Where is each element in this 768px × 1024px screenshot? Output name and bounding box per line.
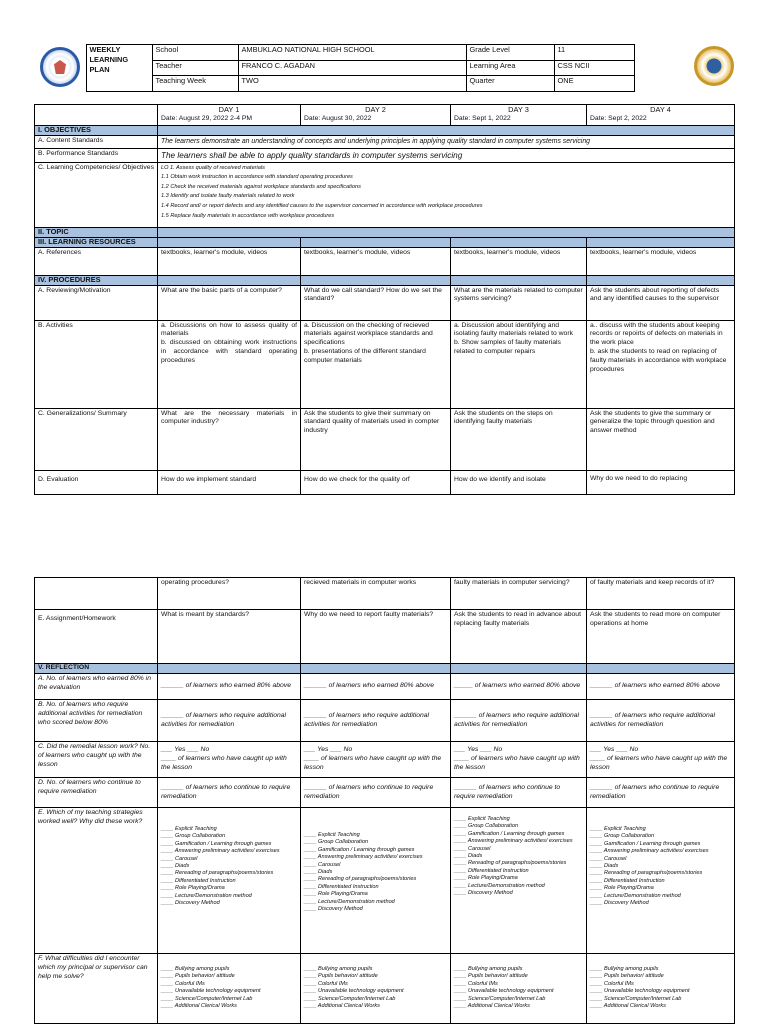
reflection-a-label: A. No. of learners who earned 80% in the evaluation bbox=[35, 674, 158, 700]
references-day-2: textbooks, learner's module, videos bbox=[301, 247, 451, 275]
assignment-day-3: Ask the students to read in advance about replacing faulty materials bbox=[451, 610, 587, 664]
strategies-checklist-item: ____ Answering preliminary activities/ exercises bbox=[161, 848, 280, 855]
procedures-heading: IV. PROCEDURES bbox=[35, 275, 158, 285]
strategies-checklist-item: ____ Carousel bbox=[304, 861, 341, 868]
plan-table bbox=[34, 104, 735, 495]
difficulties-checklist-item: ____ Unavailable technology equipment bbox=[304, 988, 404, 995]
content-standards-label: A. Content Standards bbox=[35, 135, 158, 148]
evaluation-label-cont bbox=[35, 578, 158, 610]
evaluation-day-1-start: How do we implement standard bbox=[158, 470, 301, 494]
strategies-checklist-item: ____ Rereading of paragraphs/poems/stories bbox=[304, 876, 417, 883]
reflection-b-label: B. No. of learners who require additional activities for remediation who scored below 80% bbox=[35, 700, 158, 742]
strategies-checklist-item: ____ Group Collaboration bbox=[454, 823, 519, 830]
references-label: A. References bbox=[35, 247, 158, 275]
strategies-checklist-item: ____ Gamification / Learning through games bbox=[304, 846, 415, 853]
strategies-checklist-item: ____ Differentiated Instruction bbox=[590, 877, 665, 884]
reviewing-label: A. Reviewing/Motivation bbox=[35, 285, 158, 320]
difficulties-checklist-item: ____ Colorful IMs bbox=[454, 980, 498, 987]
references-day-3: textbooks, learner's module, videos bbox=[451, 247, 587, 275]
strategies-checklist-item: ____ Lecture/Demonstration method bbox=[590, 892, 681, 899]
strategies-checklist-item: ____ Rereading of paragraphs/poems/stories bbox=[590, 870, 703, 877]
strategies-checklist-item: ____ Differentiated Instruction bbox=[161, 877, 236, 884]
evaluation-label: D. Evaluation bbox=[35, 470, 158, 494]
difficulties-checklist-item: ____ Science/Computer/Internet Lab bbox=[161, 995, 253, 1002]
strategies-checklist-item: ____ Role Playing/Drama bbox=[590, 885, 654, 892]
references-day-1: textbooks, learner's module, videos bbox=[158, 247, 301, 275]
seal-cell bbox=[34, 45, 86, 92]
difficulties-checklist-item: ____ Pupils behavior/ attitude bbox=[590, 973, 664, 980]
learning-area-label: Learning Area bbox=[466, 60, 554, 76]
reflection-a-day-3: _____ of learners who earned 80% above bbox=[451, 674, 587, 700]
weekly-learning-plan-title: WEEKLY LEARNING PLAN bbox=[86, 45, 152, 92]
strategies-day-4 bbox=[587, 808, 735, 954]
evaluation-day-1-end: operating procedures? bbox=[158, 578, 301, 610]
reflection-f-label: F. What difficulties did I encounter which my principal or supervisor can help me solve? bbox=[35, 954, 158, 1024]
day-1-header: DAY 1 Date: August 29, 2022 2-4 PM bbox=[158, 105, 301, 126]
generalization-day-2: Ask the students to give their summary on standard quality of materials used in compter industry bbox=[301, 408, 451, 470]
competency-1-2: 1.2 Check the received materials against workplace standards and specifications bbox=[161, 183, 361, 190]
day-4-header: DAY 4 Date: Sept 2, 2022 bbox=[587, 105, 735, 126]
strategies-checklist-item: ____ Lecture/Demonstration method bbox=[454, 882, 545, 889]
reflection-heading: V. REFLECTION bbox=[35, 664, 158, 674]
strategies-checklist-item: ____ Rereading of paragraphs/poems/stories bbox=[454, 860, 567, 867]
grade-level-value: 11 bbox=[554, 45, 634, 61]
competencies-list bbox=[158, 162, 735, 227]
difficulties-checklist-item: ____ Unavailable technology equipment bbox=[454, 988, 554, 995]
plan-table-continued bbox=[34, 577, 735, 1024]
strategies-checklist-item: ____ Answering preliminary activities/ exercises bbox=[454, 838, 573, 845]
reflection-a-day-4: ______ of learners who earned 80% above bbox=[587, 674, 735, 700]
strategies-checklist-item: ____ Differentiated Instruction bbox=[304, 883, 379, 890]
learning-resources-heading: III. LEARNING RESOURCES bbox=[35, 237, 158, 247]
reflection-d-day-2: ______ of learners who continue to require remediation bbox=[301, 778, 451, 808]
strategies-checklist-item: ____ Group Collaboration bbox=[590, 833, 655, 840]
difficulties-checklist-item: ____ Additional Clerical Works bbox=[304, 1003, 380, 1010]
school-value: AMBUKLAO NATIONAL HIGH SCHOOL bbox=[238, 45, 466, 61]
reviewing-day-3: What are the materials related to computer systems servicing? bbox=[451, 285, 587, 320]
difficulties-checklist-item: ____ Additional Clerical Works bbox=[161, 1003, 237, 1010]
learning-area-value: CSS NCII bbox=[554, 60, 634, 76]
difficulties-checklist-item: ____ Science/Computer/Internet Lab bbox=[590, 995, 682, 1002]
strategies-day-1 bbox=[158, 808, 301, 954]
strategies-checklist-item: ____ Rereading of paragraphs/poems/stories bbox=[161, 870, 274, 877]
difficulties-checklist-item: ____ Pupils behavior/ attitude bbox=[161, 973, 235, 980]
competency-lo1: LO 1. Assess quality of received materials bbox=[161, 164, 265, 171]
strategies-checklist-item: ____ Discovery Method bbox=[590, 900, 649, 907]
evaluation-day-4-start: Why do we need to do replacing bbox=[587, 470, 735, 494]
strategies-checklist-item: ____ Differentiated Instruction bbox=[454, 867, 529, 874]
strategies-checklist-item: ____ Carousel bbox=[454, 845, 491, 852]
strategies-checklist-item: ____ Carousel bbox=[590, 855, 627, 862]
strategies-checklist-item: ____ Role Playing/Drama bbox=[454, 875, 518, 882]
strategies-checklist-item: ____ Explicit Teaching bbox=[304, 832, 360, 838]
strategies-day-3 bbox=[451, 808, 587, 954]
strategies-checklist-item: ____ Explicit Teaching bbox=[454, 816, 510, 822]
strategies-checklist-item: ____ Discovery Method bbox=[161, 900, 220, 907]
evaluation-day-3-start: How do we identify and isolate bbox=[451, 470, 587, 494]
corner-cell bbox=[35, 105, 158, 126]
strategies-checklist-item: ____ Role Playing/Drama bbox=[161, 885, 225, 892]
strategies-checklist-item: ____ Diads bbox=[590, 863, 619, 870]
activities-day-1: a. Discussions on how to assess quality of materials b. discussed on obtaining work instructions in accordance with standard operating procedures bbox=[158, 320, 301, 408]
day-2-header: DAY 2 Date: August 30, 2022 bbox=[301, 105, 451, 126]
reflection-a-day-2: ______ of learners who earned 80% above bbox=[301, 674, 451, 700]
difficulties-checklist-item: ____ Colorful IMs bbox=[590, 980, 634, 987]
difficulties-day-4 bbox=[587, 954, 735, 1024]
activities-label: B. Activities bbox=[35, 320, 158, 408]
difficulties-checklist-item: ____ Bullying among pupils bbox=[454, 966, 523, 972]
difficulties-checklist-item: ____ Bullying among pupils bbox=[590, 966, 659, 972]
reflection-d-day-3: ______ of learners who continue to require remediation bbox=[451, 778, 587, 808]
evaluation-day-2-start: How do we check for the quality orf bbox=[301, 470, 451, 494]
strategies-checklist-item: ____ Group Collaboration bbox=[304, 839, 369, 846]
reflection-d-day-1: ______ of learners who continue to require remediation bbox=[158, 778, 301, 808]
assignment-label: E. Assignment/Homework bbox=[35, 610, 158, 664]
school-label: School bbox=[152, 45, 238, 61]
difficulties-checklist-item: ____ Bullying among pupils bbox=[161, 966, 230, 972]
strategies-checklist-item: ____ Role Playing/Drama bbox=[304, 891, 368, 898]
evaluation-day-3-end: faulty materials in computer servicing? bbox=[451, 578, 587, 610]
objectives-heading: I. OBJECTIVES bbox=[35, 125, 158, 135]
evaluation-day-2-end: recieved materials in computer works bbox=[301, 578, 451, 610]
performance-standards-label: B. Performance Standards bbox=[35, 148, 158, 162]
difficulties-checklist-item: ____ Colorful IMs bbox=[161, 980, 205, 987]
strategies-checklist-item: ____ Discovery Method bbox=[304, 906, 363, 913]
difficulties-checklist-item: ____ Unavailable technology equipment bbox=[161, 988, 261, 995]
difficulties-checklist-item: ____ Additional Clerical Works bbox=[454, 1003, 530, 1010]
assignment-day-4: Ask the students to read more on computer operations at home bbox=[587, 610, 735, 664]
reflection-c-day-4: ___ Yes ___ No ____ of learners who have caught up with the lesson bbox=[587, 742, 735, 778]
teacher-value: FRANCO C. AGADAN bbox=[238, 60, 466, 76]
strategies-checklist-item: ____ Answering preliminary activities/ exercises bbox=[304, 854, 423, 861]
reflection-c-day-3: ___ Yes ___ No ____ of learners who have caught up with the lesson bbox=[451, 742, 587, 778]
quarter-label: Quarter bbox=[466, 76, 554, 92]
activities-day-2: a. Discussion on the checking of recieved materials against workplace standards and specifications b. presentations of the different standard computer materials bbox=[301, 320, 451, 408]
strategies-day-2 bbox=[301, 808, 451, 954]
difficulties-checklist-item: ____ Science/Computer/Internet Lab bbox=[304, 995, 396, 1002]
competency-1-5: 1.5 Replace faulty materials in accordance with workplace procedures bbox=[161, 212, 335, 219]
difficulties-checklist-item: ____ Unavailable technology equipment bbox=[590, 988, 690, 995]
strategies-checklist-item: ____ Explicit Teaching bbox=[161, 826, 217, 832]
competency-1-1: 1.1 Obtain work instruction in accordance with standard operating procedures bbox=[161, 174, 353, 181]
difficulties-checklist-item: ____ Bullying among pupils bbox=[304, 966, 373, 972]
reflection-d-label: D. No. of learners who continue to require remediation bbox=[35, 778, 158, 808]
strategies-checklist-item: ____ Explicit Teaching bbox=[590, 826, 646, 832]
activities-day-3: a. Discussion about identifying and isolating faulty materials related to work b. Show samples of faulty materials related to computer repairs bbox=[451, 320, 587, 408]
content-standards-text: The learners demonstrate an understanding of concepts and underlying principles in applying quality standard in computer systems servicing bbox=[158, 135, 735, 148]
reflection-e-label: E. Which of my teaching strategies worked well? Why did these work? bbox=[35, 808, 158, 954]
evaluation-day-4-end: of faulty materials and keep records of it? bbox=[587, 578, 735, 610]
difficulties-checklist-item: ____ Science/Computer/Internet Lab bbox=[454, 995, 546, 1002]
strategies-checklist-item: ____ Discovery Method bbox=[454, 890, 513, 897]
strategies-checklist-item: ____ Lecture/Demonstration method bbox=[161, 892, 252, 899]
reviewing-day-1: What are the basic parts of a computer? bbox=[158, 285, 301, 320]
strategies-checklist-item: ____ Diads bbox=[161, 863, 190, 870]
teaching-week-value: TWO bbox=[238, 76, 466, 92]
difficulties-checklist-item: ____ Pupils behavior/ attitude bbox=[454, 973, 528, 980]
reflection-d-day-4: ______ of learners who continue to require remediation bbox=[587, 778, 735, 808]
strategies-checklist-item: ____ Gamification / Learning through games bbox=[590, 840, 701, 847]
strategies-checklist-item: ____ Diads bbox=[304, 869, 333, 876]
day-3-header: DAY 3 Date: Sept 1, 2022 bbox=[451, 105, 587, 126]
strategies-checklist-item: ____ Diads bbox=[454, 853, 483, 860]
reflection-b-day-2: ______ of learners who require additional activities for remediation bbox=[301, 700, 451, 742]
strategies-checklist-item: ____ Answering preliminary activities/ exercises bbox=[590, 848, 709, 855]
activities-day-4: a.. discuss with the students about keeping records or repoirts of defects on materials in the work place b. ask the students to read on replacing of faulty materials in accordance with workplace procedures bbox=[587, 320, 735, 408]
teacher-label: Teacher bbox=[152, 60, 238, 76]
generalization-day-3: Ask the students on the steps on identifying faulty materials bbox=[451, 408, 587, 470]
assignment-day-2: Why do we need to report faulty materials? bbox=[301, 610, 451, 664]
difficulties-checklist-item: ____ Additional Clerical Works bbox=[590, 1003, 666, 1010]
reflection-c-label: C. Did the remedial lesson work? No. of learners who caught up with the lesson bbox=[35, 742, 158, 778]
reviewing-day-4: Ask the students about reporting of defects and any identified causes to the supervisor bbox=[587, 285, 735, 320]
strategies-checklist-item: ____ Lecture/Demonstration method bbox=[304, 898, 395, 905]
generalization-day-1: What are the necessary materials in computer industry? bbox=[158, 408, 301, 470]
competency-1-3: 1.3 Identify and isolate faulty materials related to work bbox=[161, 193, 295, 200]
performance-standards-text: The learners shall be able to apply quality standards in computer systems servicing bbox=[158, 148, 735, 162]
quarter-value: ONE bbox=[554, 76, 634, 92]
grade-level-label: Grade Level bbox=[466, 45, 554, 61]
reviewing-day-2: What do we call standard? How do we set the standard? bbox=[301, 285, 451, 320]
reflection-b-day-4: ______ of learners who require additional activities for remediation bbox=[587, 700, 735, 742]
difficulties-checklist-item: ____ Pupils behavior/ attitude bbox=[304, 973, 378, 980]
difficulties-checklist-item: ____ Colorful IMs bbox=[304, 980, 348, 987]
reflection-b-day-3: ______ of learners who require additional activities for remediation bbox=[451, 700, 587, 742]
generalization-label: C. Generalizations/ Summary bbox=[35, 408, 158, 470]
difficulties-day-3 bbox=[451, 954, 587, 1024]
strategies-checklist-item: ____ Gamification / Learning through games bbox=[161, 840, 272, 847]
strategies-checklist-item: ____ Carousel bbox=[161, 855, 198, 862]
reflection-a-day-1: ______ of learners who earned 80% above bbox=[158, 674, 301, 700]
difficulties-day-1 bbox=[158, 954, 301, 1024]
reflection-c-day-1: ___ Yes ___ No ____ of learners who have caught up with the lesson bbox=[158, 742, 301, 778]
competency-1-4: 1.4 Record and/ or report defects and any identified causes to the supervisor concerned in accordance with workplace procedures bbox=[161, 202, 483, 209]
strategies-checklist-item: ____ Group Collaboration bbox=[161, 833, 226, 840]
competencies-label: C. Learning Competencies/ Objectives bbox=[35, 162, 158, 227]
header-table bbox=[34, 44, 734, 92]
topic-heading: II. TOPIC bbox=[35, 227, 158, 237]
generalization-day-4: Ask the students to give the summary or generalize the topic through question and answer method bbox=[587, 408, 735, 470]
difficulties-day-2 bbox=[301, 954, 451, 1024]
reflection-c-day-2: ___ Yes ___ No ____ of learners who have caught up with the lesson bbox=[301, 742, 451, 778]
references-day-4: textbooks, learner's module, videos bbox=[587, 247, 735, 275]
strategies-checklist-item: ____ Gamification / Learning through games bbox=[454, 830, 565, 837]
seal-cell-right bbox=[634, 45, 734, 92]
reflection-b-day-1: ______ of learners who require additional activities for remediation bbox=[158, 700, 301, 742]
teaching-week-label: Teaching Week bbox=[152, 76, 238, 92]
assignment-day-1: What is meant by standards? bbox=[158, 610, 301, 664]
